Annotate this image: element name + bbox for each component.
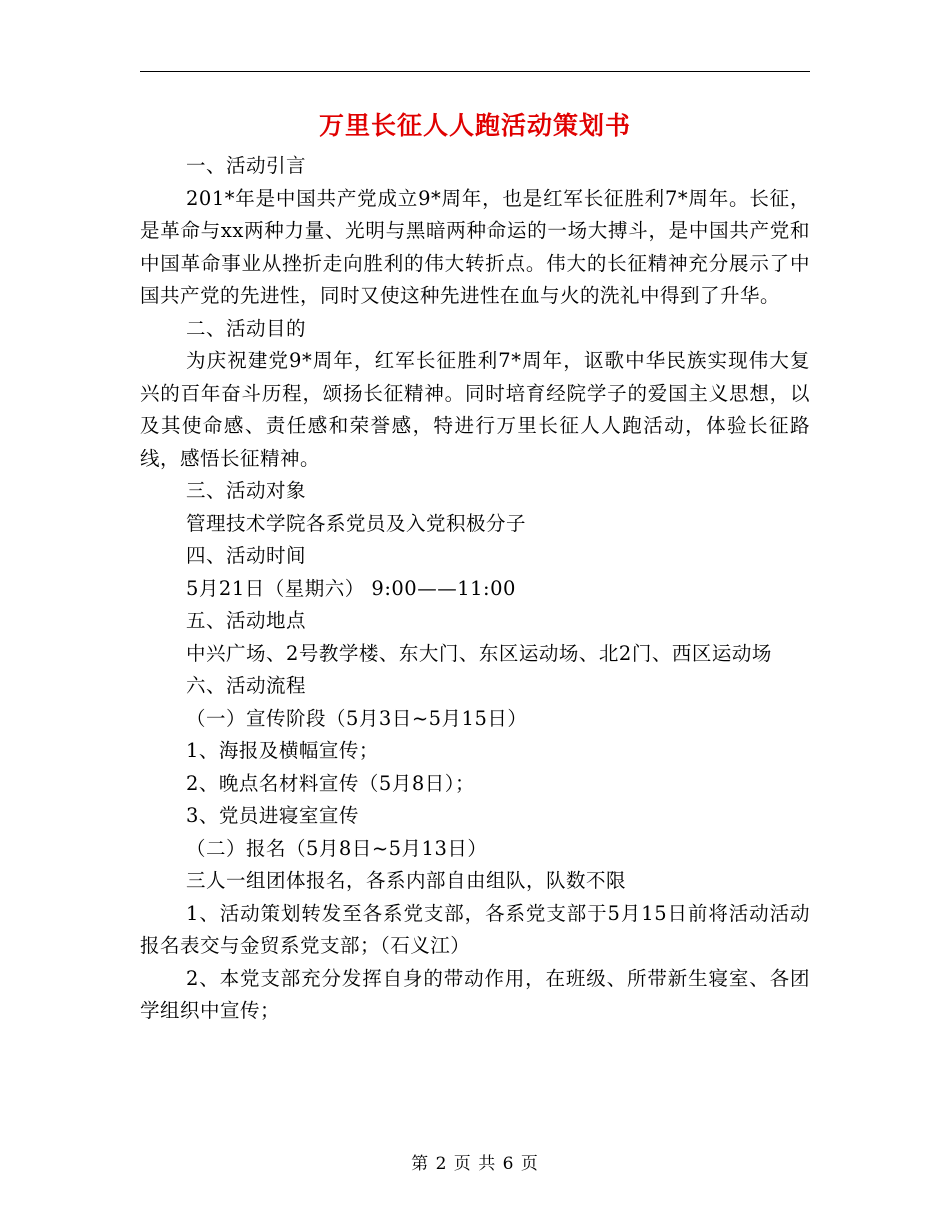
list-item: 2、本党支部充分发挥自身的带动作用，在班级、所带新生寝室、各团学组织中宣传； <box>140 966 810 1022</box>
paragraph-purpose: 为庆祝建党9*周年，红军长征胜利7*周年，讴歌中华民族实现伟大复兴的百年奋斗历程，颂扬长征精神。同时培育经院学子的爱国主义思想，以及其使命感、责任感和荣誉感，特进行万里长征人人跑活动，体验长征路线，感悟长征精神。 <box>140 349 810 470</box>
subsection-heading-registration: （二）报名（5月8日~5月13日） <box>186 836 488 860</box>
list-item: 1、海报及横幅宣传； <box>186 739 379 762</box>
paragraph-location: 中兴广场、2号教学楼、东大门、东区运动场、北2门、西区运动场 <box>186 641 772 665</box>
section-heading-purpose: 二、活动目的 <box>186 316 307 340</box>
section-heading-process: 六、活动流程 <box>186 674 307 697</box>
header-rule <box>140 71 810 72</box>
paragraph-participants: 管理技术学院各系党员及入党积极分子 <box>186 511 527 535</box>
paragraph-intro: 201*年是中国共产党成立9*周年，也是红军长征胜利7*周年。长征，是革命与xx两种力量、光明与黑暗两种命运的一场大搏斗，是中国共产党和中国革命事业从挫折走向胜利的伟大转折点。伟大的长征精神充分展示了中国共产党的先进性，同时又使这种先进性在血与火的洗礼中得到了升华。 <box>140 186 810 307</box>
list-item: 3、党员进寝室宣传 <box>186 804 359 827</box>
page-number-footer: 第 2 页 共 6 页 <box>411 1154 539 1174</box>
list-item: 2、晚点名材料宣传（5月8日）； <box>186 771 475 795</box>
section-heading-intro: 一、活动引言 <box>186 154 307 177</box>
section-heading-location: 五、活动地点 <box>186 609 307 632</box>
document-body <box>140 150 810 1028</box>
section-heading-time: 四、活动时间 <box>186 544 307 567</box>
list-item: 1、活动策划转发至各系党支部，各系党支部于5月15日前将活动活动报名表交与金贸系党支部；（石义江） <box>140 901 810 957</box>
document-title: 万里长征人人跑活动策划书 <box>318 111 631 140</box>
paragraph-time: 5月21日（星期六） 9:00——11:00 <box>186 576 516 600</box>
section-heading-participants: 三、活动对象 <box>186 479 307 502</box>
paragraph-registration: 三人一组团体报名，各系内部自由组队，队数不限 <box>186 869 627 892</box>
subsection-heading-promotion: （一）宣传阶段（5月3日~5月15日） <box>186 706 528 730</box>
